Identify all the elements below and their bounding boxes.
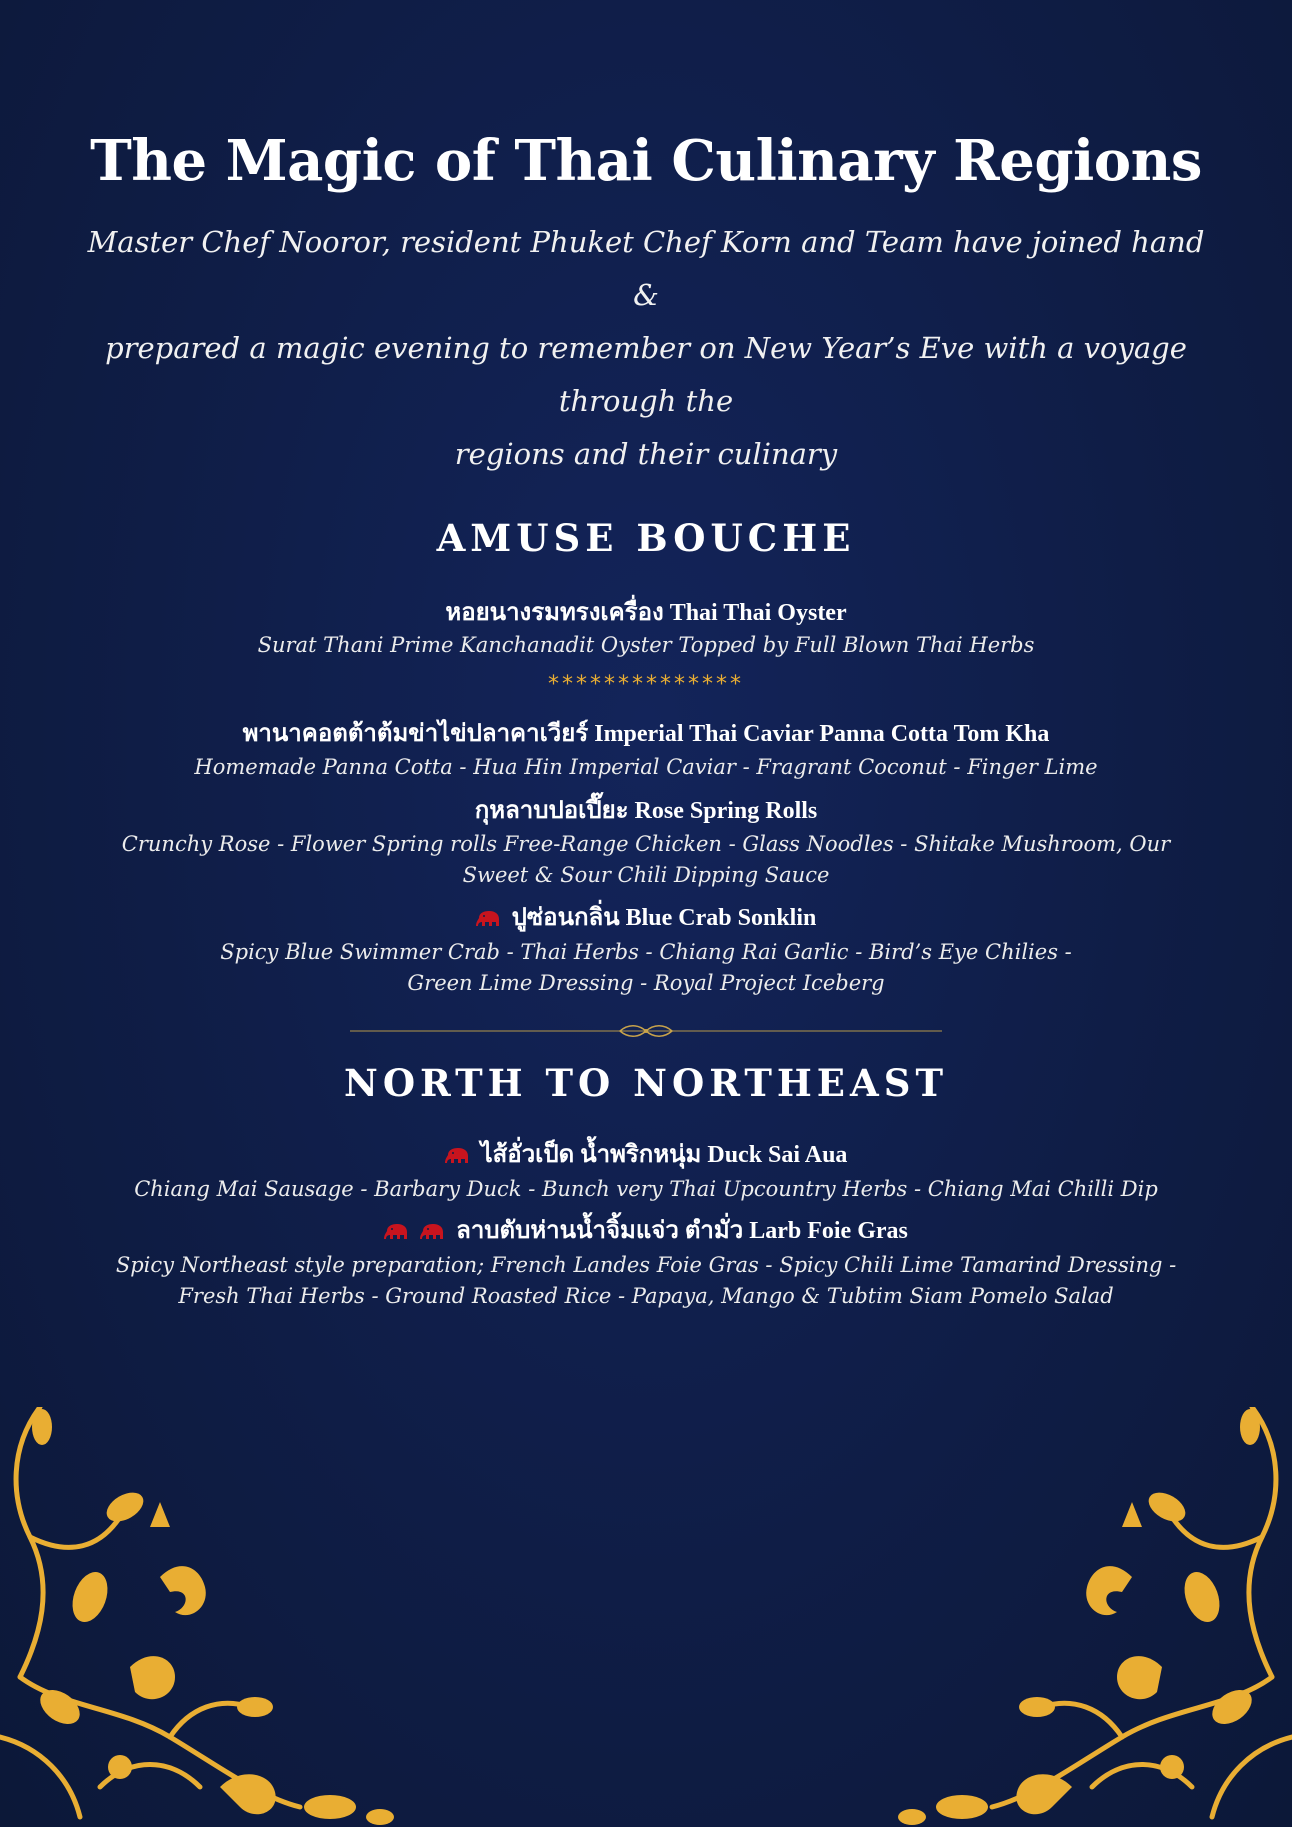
dish-title-duck-sai-aua xyxy=(0,1134,1292,1173)
intro-line: Master Chef Nooror, resident Phuket Chef Korn and Team have joined hand & xyxy=(87,225,1205,312)
dish-desc-line: Homemade Panna Cotta - Hua Hin Imperial Caviar - Fragrant Coconut - Finger Lime xyxy=(194,755,1098,779)
dish-desc-thai-thai-oyster xyxy=(100,630,1192,661)
dish-desc-line: Spicy Blue Swimmer Crab - Thai Herbs - Chiang Rai Garlic - Bird’s Eye Chilies - xyxy=(220,940,1072,964)
dish-title-text: ปูซ่อนกลิ่น Blue Crab Sonklin xyxy=(511,905,817,931)
dish-title-thai-thai-oyster: หอยนางรมทรงเครื่อง Thai Thai Oyster xyxy=(445,600,847,626)
dish-desc-larb-foie-gras xyxy=(100,1250,1192,1312)
dish-desc-line: Fresh Thai Herbs - Ground Roasted Rice - Papaya, Mango & Tubtim Siam Pomelo Salad xyxy=(178,1284,1114,1308)
intro-line: prepared a magic evening to remember on New Year’s Eve with a voyage through the xyxy=(105,331,1187,418)
dish-title-text: ลาบตับห่านน้ำจิ้มแจ่ว ตำมั่ว Larb Foie Gras xyxy=(456,1218,908,1244)
red-elephant-icon xyxy=(445,1146,471,1166)
dish-desc-line: Green Lime Dressing - Royal Project Iceberg xyxy=(407,971,885,995)
dish-title-larb-foie-gras xyxy=(0,1210,1292,1249)
dish-desc-duck-sai-aua xyxy=(100,1174,1192,1205)
dish-desc-rose-spring-rolls xyxy=(100,829,1192,891)
dish-desc-panna-cotta xyxy=(100,752,1192,783)
intro-line: regions and their culinary xyxy=(454,437,838,471)
star-separator: ************** xyxy=(548,672,744,697)
dish-title-panna-cotta: พานาคอตต้าต้มข่าไข่ปลาคาเวียร์ Imperial Thai Caviar Panna Cotta Tom Kha xyxy=(242,721,1050,747)
dish-title-rose-spring-rolls: กุหลาบปอเปี๊ยะ Rose Spring Rolls xyxy=(474,798,818,824)
gold-floral-ornament-icon xyxy=(882,1407,1292,1827)
dish-desc-line: Chiang Mai Sausage - Barbary Duck - Bunch very Thai Upcountry Herbs - Chiang Mai Chilli Dip xyxy=(134,1177,1158,1201)
dish-title-text: ไส้อั่วเป็ด น้ำพริกหนุ่ม Duck Sai Aua xyxy=(480,1142,848,1168)
red-elephant-icon xyxy=(420,1222,446,1242)
section-heading-north-to-northeast: NORTH TO NORTHEAST xyxy=(344,1061,948,1105)
dish-title-blue-crab-sonklin xyxy=(0,897,1292,936)
red-elephant-icon xyxy=(384,1222,410,1242)
dish-desc-line: Sweet & Sour Chili Dipping Sauce xyxy=(462,863,830,887)
dish-desc-blue-crab-sonklin xyxy=(100,937,1192,999)
gold-floral-ornament-icon xyxy=(0,1407,410,1827)
gold-divider-icon xyxy=(350,1024,942,1038)
dish-desc-line: Spicy Northeast style preparation; French Landes Foie Gras - Spicy Chili Lime Tamarind Dressing - xyxy=(115,1253,1177,1277)
section-heading-amuse-bouche: AMUSE BOUCHE xyxy=(436,516,856,560)
page-title: The Magic of Thai Culinary Regions xyxy=(90,128,1202,194)
dish-desc-line: Crunchy Rose - Flower Spring rolls Free-Range Chicken - Glass Noodles - Shitake Mushroom, Our xyxy=(121,832,1171,856)
red-elephant-icon xyxy=(476,909,502,929)
intro-text xyxy=(80,216,1212,481)
dish-desc-line: Surat Thani Prime Kanchanadit Oyster Topped by Full Blown Thai Herbs xyxy=(257,633,1035,657)
